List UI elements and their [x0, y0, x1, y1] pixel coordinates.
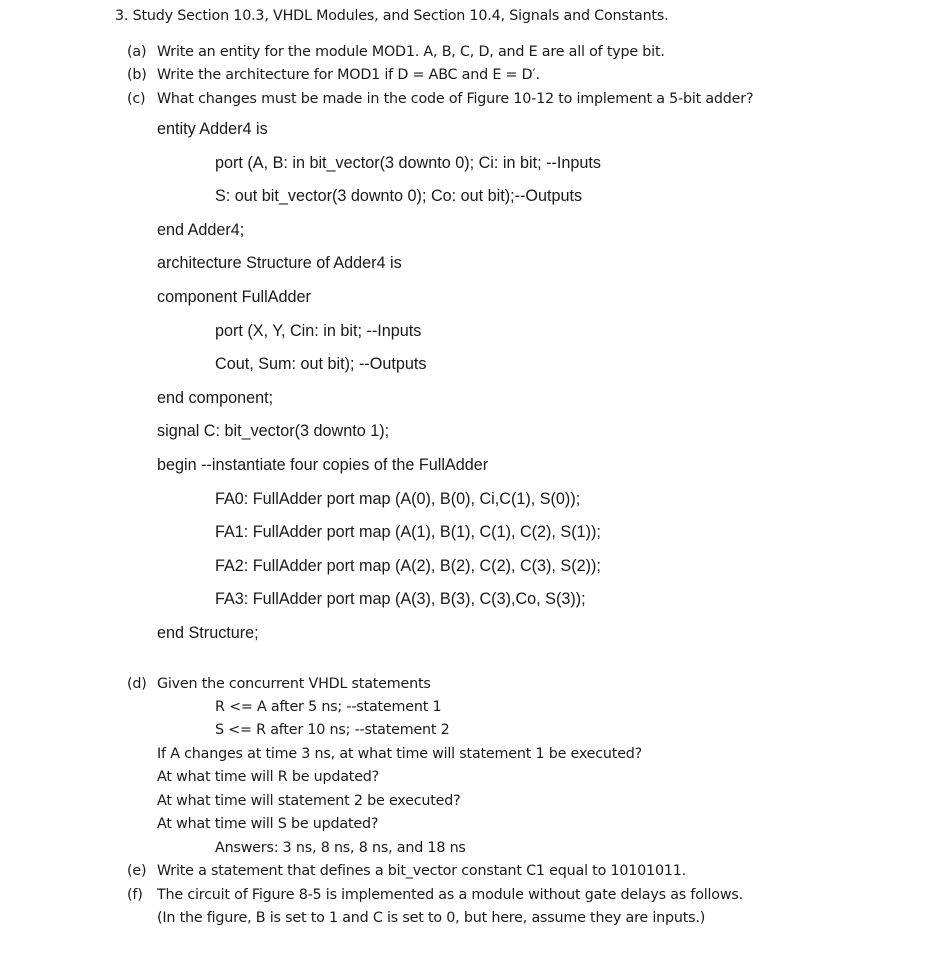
- part-f-label: (f): [127, 887, 143, 903]
- part-d-question: At what time will R be updated?: [157, 769, 380, 785]
- code-line: FA1: FullAdder port map (A(1), B(1), C(1), C(2), S(1));: [215, 523, 601, 541]
- statement-2: S <= R after 10 ns; --statement 2: [215, 722, 450, 738]
- part-b-text: Write the architecture for MOD1 if D = ABC and E = D′.: [157, 67, 540, 83]
- code-line: port (A, B: in bit_vector(3 downto 0); Ci: in bit; --Inputs: [215, 154, 601, 172]
- code-line: Cout, Sum: out bit); --Outputs: [215, 355, 427, 373]
- part-d-question: At what time will statement 2 be executed?: [157, 793, 461, 809]
- code-line: begin --instantiate four copies of the FullAdder: [157, 456, 489, 474]
- code-line: signal C: bit_vector(3 downto 1);: [157, 422, 390, 440]
- part-f-text: The circuit of Figure 8-5 is implemented as a module without gate delays as follows.: [157, 887, 743, 903]
- code-line: end component;: [157, 389, 274, 407]
- part-a-label: (a): [127, 44, 147, 60]
- question-heading: [115, 8, 668, 24]
- statement-1: R <= A after 5 ns; --statement 1: [215, 699, 442, 715]
- question-text: Study Section 10.3, VHDL Modules, and Section 10.4, Signals and Constants.: [132, 8, 669, 24]
- part-f-note: (In the figure, B is set to 1 and C is set to 0, but here, assume they are inputs.): [157, 910, 706, 926]
- part-d-answers: Answers: 3 ns, 8 ns, 8 ns, and 18 ns: [215, 840, 466, 856]
- part-d-label: (d): [127, 676, 147, 692]
- code-line: FA0: FullAdder port map (A(0), B(0), Ci,C(1), S(0));: [215, 490, 581, 508]
- code-line: FA3: FullAdder port map (A(3), B(3), C(3),Co, S(3));: [215, 590, 586, 608]
- code-line: end Structure;: [157, 624, 259, 642]
- code-line: port (X, Y, Cin: in bit; --Inputs: [215, 322, 422, 340]
- part-c-text: What changes must be made in the code of Figure 10-12 to implement a 5-bit adder?: [157, 91, 754, 107]
- part-d-text: Given the concurrent VHDL statements: [157, 676, 431, 692]
- code-line: S: out bit_vector(3 downto 0); Co: out bit);--Outputs: [215, 187, 583, 205]
- code-line: end Adder4;: [157, 221, 245, 239]
- code-line: entity Adder4 is: [157, 120, 268, 138]
- code-line: architecture Structure of Adder4 is: [157, 254, 402, 272]
- part-d-question: At what time will S be updated?: [157, 816, 379, 832]
- part-e-text: Write a statement that defines a bit_vector constant C1 equal to 10101011.: [157, 863, 686, 879]
- part-b-label: (b): [127, 67, 147, 83]
- part-e-label: (e): [127, 863, 147, 879]
- code-line: FA2: FullAdder port map (A(2), B(2), C(2), C(3), S(2));: [215, 557, 601, 575]
- code-line: component FullAdder: [157, 288, 311, 306]
- question-number: 3.: [115, 8, 129, 24]
- part-a-text: Write an entity for the module MOD1. A, B, C, D, and E are all of type bit.: [157, 44, 665, 60]
- part-d-question: If A changes at time 3 ns, at what time will statement 1 be executed?: [157, 746, 643, 762]
- part-c-label: (c): [127, 91, 146, 107]
